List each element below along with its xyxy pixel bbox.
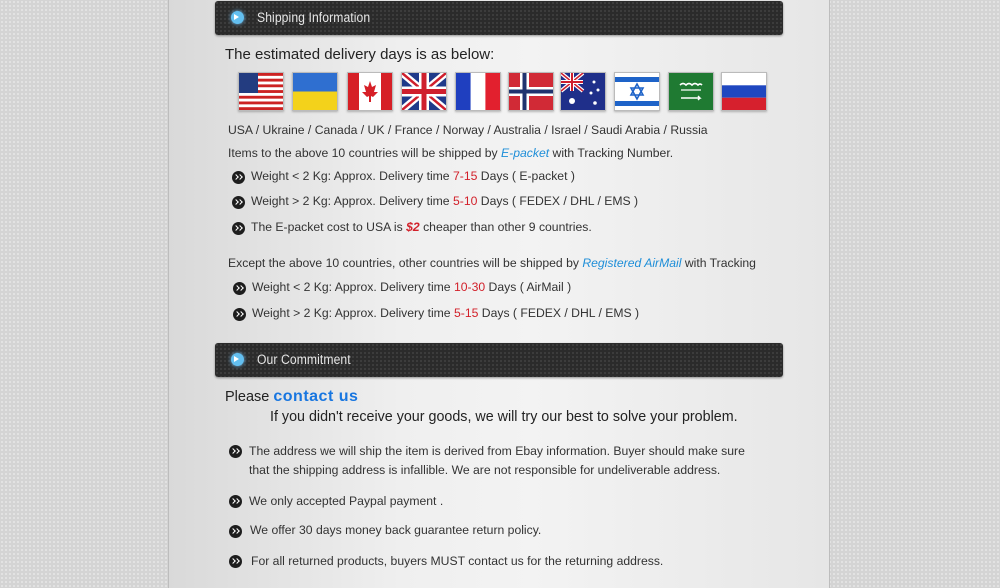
usa-flag-icon xyxy=(238,72,284,111)
delivery-item-text: Weight < 2 Kg: Approx. Delivery time xyxy=(251,169,453,183)
shipping-info-header xyxy=(215,1,783,35)
ukraine-flag-icon xyxy=(292,72,338,111)
bullet-icon xyxy=(232,222,245,235)
bullet-icon xyxy=(229,525,242,538)
australia-flag-icon xyxy=(560,72,606,111)
bullet-icon xyxy=(233,308,246,321)
payment-policy: We only accepted Paypal payment . xyxy=(249,494,444,508)
address-policy-line1: The address we will ship the item is derived from Ebay information. Buyer should make sure xyxy=(249,444,745,458)
bullet-icon xyxy=(232,196,245,209)
countries-list: USA / Ukraine / Canada / UK / France / Norway / Australia / Israel / Saudi Arabia / Russia xyxy=(228,123,708,137)
price-difference: $2 xyxy=(406,220,420,234)
address-policy-line2: that the shipping address is infallible. We are not responsible for undeliverable address. xyxy=(249,463,721,477)
delivery-item-epacket xyxy=(251,169,575,183)
delivery-item-text: Days ( FEDEX / DHL / EMS ) xyxy=(477,194,639,208)
contact-us-link[interactable]: contact us xyxy=(273,388,359,405)
commitment-promise: If you didn't receive your goods, we will try our best to solve your problem. xyxy=(270,409,738,425)
delivery-intro: The estimated delivery days is as below: xyxy=(225,46,495,63)
delivery-days: 7-15 xyxy=(452,169,478,183)
delivery-item-text: Weight > 2 Kg: Approx. Delivery time xyxy=(252,306,454,320)
commitment-title: Our Commitment xyxy=(257,352,351,367)
delivery-days: 5-10 xyxy=(452,194,478,208)
contact-line-pre: Please xyxy=(225,389,274,405)
delivery-days: 10-30 xyxy=(453,280,486,294)
delivery-item-text: The E-packet cost to USA is xyxy=(251,220,407,234)
bullet-icon xyxy=(229,445,242,458)
delivery-item-text: cheaper than other 9 countries. xyxy=(419,220,592,234)
saudi-arabia-flag-icon xyxy=(668,72,714,111)
bullet-icon xyxy=(232,171,245,184)
returns-contact-policy: For all returned products, buyers MUST contact us for the returning address. xyxy=(251,554,664,568)
delivery-item-text: Weight > 2 Kg: Approx. Delivery time xyxy=(251,194,453,208)
bullet-icon xyxy=(233,282,246,295)
uk-flag-icon xyxy=(401,72,447,111)
delivery-item-text: Weight < 2 Kg: Approx. Delivery time xyxy=(252,280,454,294)
airmail-line-post: with Tracking xyxy=(681,256,756,270)
airmail-line-pre: Except the above 10 countries, other countries will be shipped by xyxy=(228,256,583,270)
delivery-item-express xyxy=(251,194,638,208)
airmail-line xyxy=(228,256,756,270)
registered-airmail-link[interactable]: Registered AirMail xyxy=(582,256,682,270)
russia-flag-icon xyxy=(721,72,767,111)
epacket-line-pre: Items to the above 10 countries will be shipped by xyxy=(228,146,502,160)
delivery-item-text: Days ( AirMail ) xyxy=(485,280,572,294)
epacket-cost-note xyxy=(251,220,592,234)
delivery-days: 5-15 xyxy=(453,306,479,320)
canada-flag-icon xyxy=(347,72,393,111)
delivery-item-text: Days ( FEDEX / DHL / EMS ) xyxy=(478,306,640,320)
bullet-icon xyxy=(229,555,242,568)
arrow-circle-icon xyxy=(231,353,244,366)
delivery-item-airmail xyxy=(252,280,571,294)
epacket-link[interactable]: E-packet xyxy=(501,146,550,160)
epacket-line-post: with Tracking Number. xyxy=(549,146,674,160)
delivery-item-express-other xyxy=(252,306,639,320)
contact-line xyxy=(225,388,358,406)
france-flag-icon xyxy=(455,72,501,111)
arrow-circle-icon xyxy=(231,11,244,24)
return-policy: We offer 30 days money back guarantee return policy. xyxy=(250,523,542,537)
epacket-line xyxy=(228,146,673,160)
delivery-item-text: Days ( E-packet ) xyxy=(477,169,575,183)
commitment-header xyxy=(215,343,783,377)
israel-flag-icon xyxy=(614,72,660,111)
norway-flag-icon xyxy=(508,72,554,111)
bullet-icon xyxy=(229,495,242,508)
shipping-info-title: Shipping Information xyxy=(257,10,371,25)
